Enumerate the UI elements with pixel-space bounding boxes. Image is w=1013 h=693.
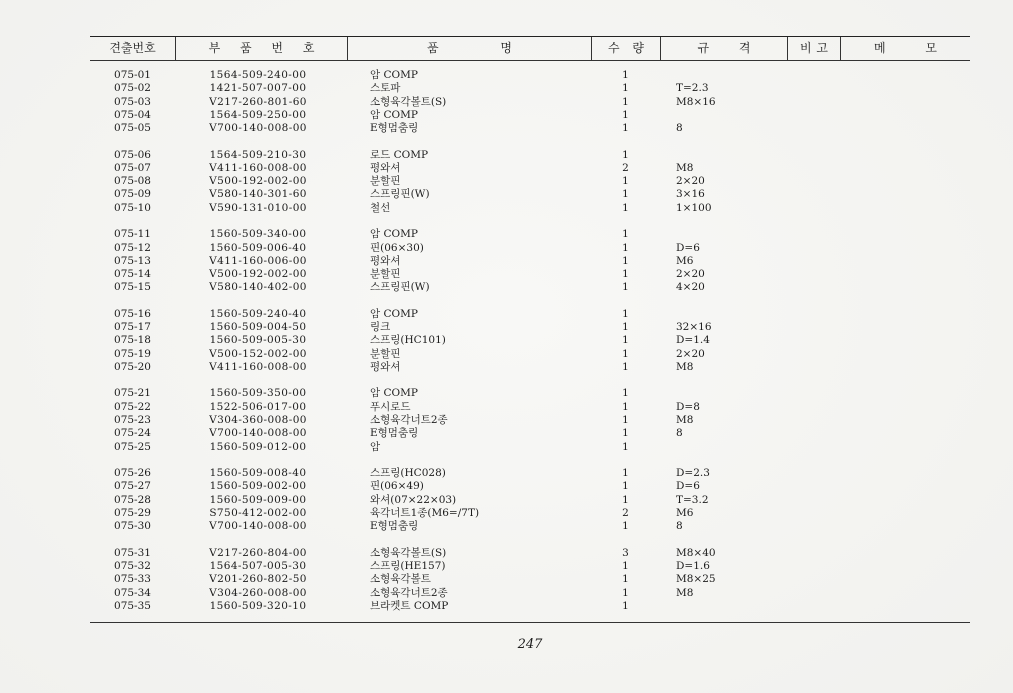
- cell-part-number: V411-160-006-00: [209, 254, 307, 267]
- cell-spec: 1×100: [676, 201, 712, 214]
- cell-quantity: 1: [622, 188, 629, 201]
- cell-ref-no: 075-27: [114, 480, 151, 493]
- table-row: [0, 414, 1013, 427]
- cell-ref-no: 075-21: [114, 387, 151, 400]
- cell-part-number: V580-140-301-60: [209, 188, 307, 201]
- cell-quantity: 1: [622, 427, 629, 440]
- page-number: 247: [517, 637, 543, 652]
- cell-part-name: 평와셔: [370, 254, 401, 267]
- cell-part-number: 1560-509-320-10: [209, 599, 307, 612]
- table-bottom-rule: [90, 622, 970, 623]
- cell-part-name: 암 COMP: [370, 228, 418, 241]
- cell-part-number: S750-412-002-00: [209, 506, 307, 519]
- cell-ref-no: 075-28: [114, 493, 151, 506]
- cell-quantity: 1: [622, 148, 629, 161]
- header-part-name: 품 명: [347, 37, 591, 60]
- cell-quantity: 1: [622, 400, 629, 413]
- cell-part-number: 1564-509-210-30: [209, 148, 307, 161]
- table-row: [0, 268, 1013, 281]
- cell-ref-no: 075-25: [114, 440, 151, 453]
- cell-spec: D=6: [676, 480, 700, 493]
- cell-quantity: 1: [622, 307, 629, 320]
- cell-part-number: 1560-509-012-00: [209, 440, 307, 453]
- cell-quantity: 1: [622, 254, 629, 267]
- cell-part-number: V304-360-008-00: [209, 414, 307, 427]
- cell-ref-no: 075-15: [114, 281, 151, 294]
- cell-part-number: 1560-509-340-00: [209, 228, 307, 241]
- cell-part-name: 철선: [370, 201, 391, 214]
- table-row: [0, 547, 1013, 560]
- cell-ref-no: 075-04: [114, 108, 151, 121]
- cell-part-name: 스프링(HC028): [370, 467, 446, 480]
- cell-part-number: 1560-509-005-30: [209, 334, 307, 347]
- cell-spec: D=2.3: [676, 467, 710, 480]
- cell-ref-no: 075-34: [114, 586, 151, 599]
- cell-part-number: V700-140-008-00: [209, 427, 307, 440]
- cell-part-name: 와셔(07×22×03): [370, 493, 457, 506]
- cell-ref-no: 075-12: [114, 241, 151, 254]
- table-row: [0, 149, 1013, 162]
- cell-part-number: 1560-509-350-00: [209, 387, 307, 400]
- cell-spec: M8: [676, 360, 694, 373]
- table-row: [0, 467, 1013, 480]
- cell-part-number: 1421-507-007-00: [209, 82, 307, 95]
- table-row: [0, 69, 1013, 82]
- cell-part-name: 스프링핀(W): [370, 281, 430, 294]
- cell-quantity: 1: [622, 360, 629, 373]
- table-row: [0, 109, 1013, 122]
- cell-part-number: 1560-509-008-40: [209, 467, 307, 480]
- cell-spec: D=1.4: [676, 334, 710, 347]
- header-part-number: 부 품 번 호: [175, 37, 347, 60]
- cell-ref-no: 075-11: [114, 228, 151, 241]
- cell-ref-no: 075-17: [114, 321, 151, 334]
- cell-ref-no: 075-32: [114, 559, 151, 572]
- cell-part-number: V580-140-402-00: [209, 281, 307, 294]
- cell-spec: M6: [676, 506, 694, 519]
- cell-part-number: V590-131-010-00: [209, 201, 307, 214]
- cell-spec: 8: [676, 520, 683, 533]
- cell-spec: 2×20: [676, 268, 705, 281]
- cell-part-name: 스프링(HE157): [370, 559, 446, 572]
- cell-part-name: 소형육각볼트: [370, 573, 431, 586]
- cell-spec: 8: [676, 427, 683, 440]
- header-spec: 규 격: [660, 37, 787, 60]
- header-memo: 메 모: [840, 37, 970, 60]
- cell-spec: T=2.3: [676, 82, 709, 95]
- cell-spec: 32×16: [676, 321, 712, 334]
- cell-part-number: 1564-507-005-30: [209, 559, 307, 572]
- table-row: [0, 573, 1013, 586]
- cell-part-number: V201-260-802-50: [209, 573, 307, 586]
- table-row: [0, 600, 1013, 613]
- table-row: [0, 255, 1013, 268]
- cell-ref-no: 075-06: [114, 148, 151, 161]
- cell-quantity: 1: [622, 82, 629, 95]
- cell-quantity: 2: [622, 161, 629, 174]
- cell-quantity: 1: [622, 387, 629, 400]
- cell-part-number: V217-260-801-60: [209, 95, 307, 108]
- cell-ref-no: 075-20: [114, 360, 151, 373]
- cell-part-name: 분할핀: [370, 347, 401, 360]
- cell-part-name: 브라켓트 COMP: [370, 599, 449, 612]
- cell-ref-no: 075-29: [114, 506, 151, 519]
- cell-quantity: 1: [622, 480, 629, 493]
- cell-ref-no: 075-08: [114, 175, 151, 188]
- cell-part-name: 링크: [370, 321, 391, 334]
- cell-part-number: V500-152-002-00: [209, 347, 307, 360]
- table-row: [0, 427, 1013, 440]
- cell-part-name: 스프링핀(W): [370, 188, 430, 201]
- cell-part-name: 암 COMP: [370, 387, 418, 400]
- cell-ref-no: 075-01: [114, 69, 151, 81]
- cell-part-name: 소형육각너트2종: [370, 414, 448, 427]
- table-row: [0, 401, 1013, 414]
- cell-quantity: 1: [622, 175, 629, 188]
- cell-spec: M8×16: [676, 95, 716, 108]
- cell-spec: 2×20: [676, 175, 705, 188]
- cell-spec: M8: [676, 586, 694, 599]
- cell-quantity: 1: [622, 122, 629, 135]
- cell-part-number: 1564-509-240-00: [209, 69, 307, 81]
- table-row: [0, 348, 1013, 361]
- cell-quantity: 1: [622, 440, 629, 453]
- cell-part-name: 분할핀: [370, 175, 401, 188]
- cell-part-name: 암: [370, 440, 381, 453]
- cell-ref-no: 075-30: [114, 520, 151, 533]
- cell-quantity: 1: [622, 347, 629, 360]
- cell-part-name: 스프링(HC101): [370, 334, 446, 347]
- cell-ref-no: 075-31: [114, 546, 151, 559]
- cell-part-number: 1560-509-006-40: [209, 241, 307, 254]
- cell-part-name: 암 COMP: [370, 108, 418, 121]
- cell-quantity: 1: [622, 414, 629, 427]
- cell-quantity: 1: [622, 69, 629, 81]
- cell-part-name: 소형육각볼트(S): [370, 546, 447, 559]
- cell-part-number: 1560-509-009-00: [209, 493, 307, 506]
- cell-part-name: 푸시로드: [370, 400, 411, 413]
- cell-quantity: 1: [622, 520, 629, 533]
- cell-spec: M8×40: [676, 546, 716, 559]
- table-row: [0, 480, 1013, 493]
- table-row: [0, 281, 1013, 294]
- table-row: [0, 308, 1013, 321]
- cell-ref-no: 075-05: [114, 122, 151, 135]
- cell-spec: M6: [676, 254, 694, 267]
- cell-spec: M8: [676, 414, 694, 427]
- cell-part-name: 암 COMP: [370, 69, 418, 81]
- cell-part-name: 핀(06×49): [370, 480, 424, 493]
- cell-quantity: 3: [622, 546, 629, 559]
- table-row: [0, 202, 1013, 215]
- cell-quantity: 1: [622, 241, 629, 254]
- table-row: [0, 441, 1013, 454]
- cell-part-number: V217-260-804-00: [209, 546, 307, 559]
- cell-ref-no: 075-07: [114, 161, 151, 174]
- table-row: [0, 560, 1013, 573]
- cell-quantity: 1: [622, 573, 629, 586]
- cell-spec: M8×25: [676, 573, 716, 586]
- table-row: [0, 587, 1013, 600]
- cell-quantity: 1: [622, 228, 629, 241]
- cell-part-name: 핀(06×30): [370, 241, 424, 254]
- cell-ref-no: 075-03: [114, 95, 151, 108]
- table-row: [0, 494, 1013, 507]
- cell-part-name: E형멈춤링: [370, 427, 419, 440]
- table-row: [0, 96, 1013, 109]
- header-remark: 비 고: [787, 37, 840, 60]
- cell-quantity: 1: [622, 334, 629, 347]
- table-row: [0, 188, 1013, 201]
- cell-spec: D=6: [676, 241, 700, 254]
- cell-spec: T=3.2: [676, 493, 709, 506]
- cell-part-number: 1522-506-017-00: [209, 400, 307, 413]
- cell-quantity: 1: [622, 599, 629, 612]
- cell-part-number: 1560-509-240-40: [209, 307, 307, 320]
- cell-part-number: 1564-509-250-00: [209, 108, 307, 121]
- cell-part-name: 소형육각볼트(S): [370, 95, 447, 108]
- cell-quantity: 1: [622, 493, 629, 506]
- header-quantity: 수 량: [591, 37, 660, 60]
- cell-ref-no: 075-33: [114, 573, 151, 586]
- cell-part-number: V500-192-002-00: [209, 268, 307, 281]
- cell-ref-no: 075-26: [114, 467, 151, 480]
- table-row: [0, 321, 1013, 334]
- cell-quantity: 1: [622, 201, 629, 214]
- cell-ref-no: 075-02: [114, 82, 151, 95]
- cell-spec: D=8: [676, 400, 700, 413]
- cell-part-name: 평와셔: [370, 360, 401, 373]
- table-row: [0, 242, 1013, 255]
- cell-part-name: 평와셔: [370, 161, 401, 174]
- cell-part-number: V411-160-008-00: [209, 161, 307, 174]
- cell-part-number: 1560-509-002-00: [209, 480, 307, 493]
- cell-ref-no: 075-09: [114, 188, 151, 201]
- cell-spec: M8: [676, 161, 694, 174]
- cell-spec: D=1.6: [676, 559, 710, 572]
- cell-ref-no: 075-10: [114, 201, 151, 214]
- table-row: [0, 122, 1013, 135]
- table-row: [0, 162, 1013, 175]
- cell-quantity: 1: [622, 95, 629, 108]
- cell-quantity: 1: [622, 108, 629, 121]
- table-row: [0, 175, 1013, 188]
- cell-part-name: 분할핀: [370, 268, 401, 281]
- table-row: [0, 334, 1013, 347]
- cell-part-name: 소형육각너트2종: [370, 586, 448, 599]
- cell-part-number: 1560-509-004-50: [209, 321, 307, 334]
- cell-quantity: 1: [622, 586, 629, 599]
- cell-quantity: 1: [622, 268, 629, 281]
- cell-quantity: 1: [622, 559, 629, 572]
- cell-quantity: 2: [622, 506, 629, 519]
- cell-ref-no: 075-22: [114, 400, 151, 413]
- cell-ref-no: 075-18: [114, 334, 151, 347]
- cell-quantity: 1: [622, 321, 629, 334]
- table-row: [0, 507, 1013, 520]
- table-row: [0, 228, 1013, 241]
- cell-quantity: 1: [622, 281, 629, 294]
- cell-part-number: V411-160-008-00: [209, 360, 307, 373]
- cell-ref-no: 075-23: [114, 414, 151, 427]
- cell-part-number: V304-260-008-00: [209, 586, 307, 599]
- header-ref-no: 견출번호: [109, 41, 156, 55]
- cell-part-number: V500-192-002-00: [209, 175, 307, 188]
- table-row: [0, 82, 1013, 95]
- cell-spec: 4×20: [676, 281, 705, 294]
- table-row: [0, 387, 1013, 400]
- table-header: [90, 36, 970, 61]
- cell-part-number: V700-140-008-00: [209, 122, 307, 135]
- cell-part-name: 스토파: [370, 82, 401, 95]
- table-row: [0, 361, 1013, 374]
- cell-part-number: V700-140-008-00: [209, 520, 307, 533]
- cell-ref-no: 075-19: [114, 347, 151, 360]
- cell-part-name: E형멈춤링: [370, 122, 419, 135]
- cell-spec: 2×20: [676, 347, 705, 360]
- cell-spec: 8: [676, 122, 683, 135]
- table-row: [0, 520, 1013, 533]
- cell-part-name: 육각너트1종(M6=/7T): [370, 506, 480, 519]
- cell-quantity: 1: [622, 467, 629, 480]
- cell-part-name: 로드 COMP: [370, 148, 429, 161]
- cell-ref-no: 075-16: [114, 307, 151, 320]
- cell-part-name: E형멈춤링: [370, 520, 419, 533]
- cell-ref-no: 075-13: [114, 254, 151, 267]
- cell-ref-no: 075-14: [114, 268, 151, 281]
- cell-ref-no: 075-24: [114, 427, 151, 440]
- cell-part-name: 암 COMP: [370, 307, 418, 320]
- cell-ref-no: 075-35: [114, 599, 151, 612]
- cell-spec: 3×16: [676, 188, 705, 201]
